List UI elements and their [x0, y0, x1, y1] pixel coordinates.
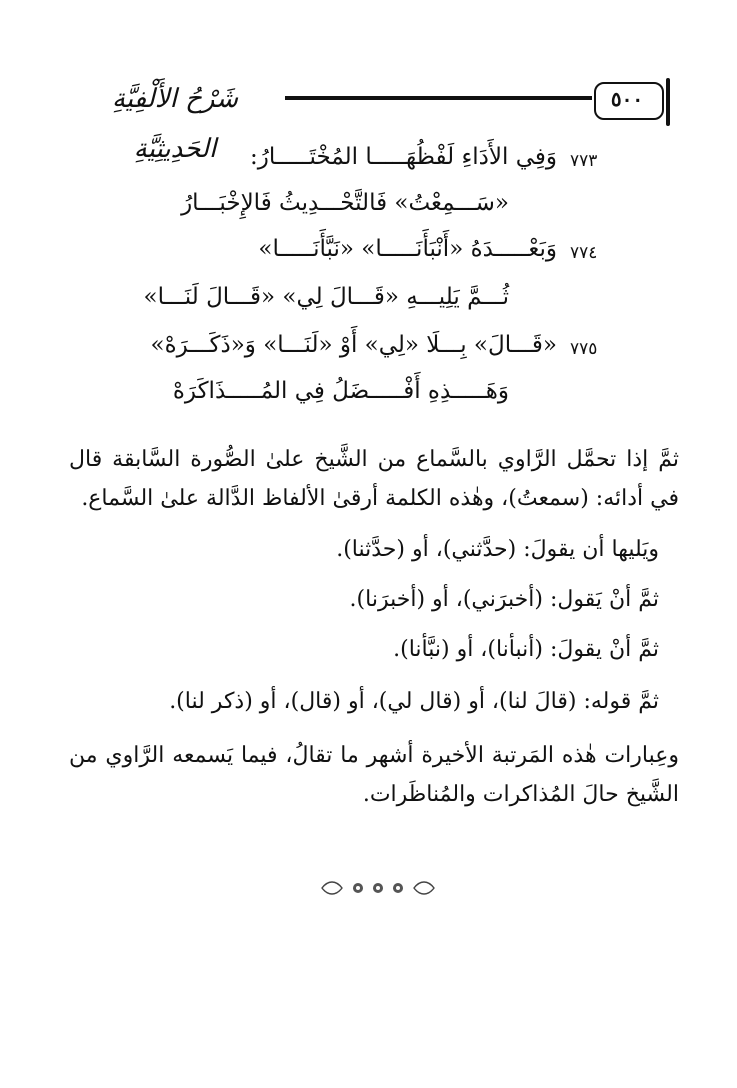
- paragraph: وعِبارات هٰذه المَرتبة الأخيرة أشهر ما تقالُ، فيما يَسمعه الرَّاوي من الشَّيخ حالَ المُذاكرات والمُناظَرات.: [69, 743, 679, 807]
- verse-hemistich: «قَـــالَ» بِـــلَا «لِي» أَوْ «لَنَـــا» وَ«ذَكَـــرَهْ»: [150, 332, 557, 358]
- text-line: ثمَّ أنْ يقولَ: (أنبأنا)، أو (نبَّأنا).: [393, 637, 659, 662]
- verse-number: ٧٧٣: [570, 151, 598, 171]
- verse-hemistich: ثُـــمَّ يَلِيـــهِ «قَـــالَ لِي» «قَـــالَ لَنَـــا»: [143, 284, 509, 310]
- verse-hemistich: وَهَـــــذِهِ أَفْـــــضَلُ فِي المُـــــذَاكَرَهْ: [172, 378, 509, 404]
- text-line: ثمَّ أنْ يَقول: (أخبرَني)، أو (أخبرَنا).: [349, 587, 659, 612]
- verse-hemistich: «سَـــمِعْتُ» فَالتَّحْـــدِيثُ فَالإِخْبَـــارُ: [181, 190, 509, 216]
- header-rule: [285, 96, 592, 100]
- page-number: ٥٠٠: [610, 87, 644, 111]
- paragraph: ثمَّ إذا تحمَّل الرَّاوي بالسَّماع من الشَّيخ علىٰ الصُّورة السَّابقة قال في أدائه: (سمعتُ)، وهٰذه الكلمة أرقىٰ الألفاظ الدَّالة علىٰ السَّماع.: [69, 447, 679, 511]
- book-title: شَرْحُ الأَلْفِيَّةِ الحَدِيثِيَّةِ: [111, 84, 239, 164]
- verse-hemistich: وَفِي الأَدَاءِ لَفْظُهَـــــا المُخْتَـــــارُ:: [249, 144, 557, 170]
- text-line: ويَليها أن يقولَ: (حدَّثني)، أو (حدَّثنا).: [336, 537, 659, 562]
- floral-ornament-icon: [318, 877, 438, 899]
- verse-number: ٧٧٥: [570, 339, 598, 359]
- text-line: ثمَّ قوله: (قالَ لنا)، أو (قال لي)، أو (قال)، أو (ذكر لنا).: [169, 689, 659, 714]
- verse-number: ٧٧٤: [570, 243, 598, 263]
- verse-hemistich: وَبَعْـــــدَهُ «أَنْبَأَنَـــــا» «نَبَّأَنَـــــا»: [258, 236, 557, 262]
